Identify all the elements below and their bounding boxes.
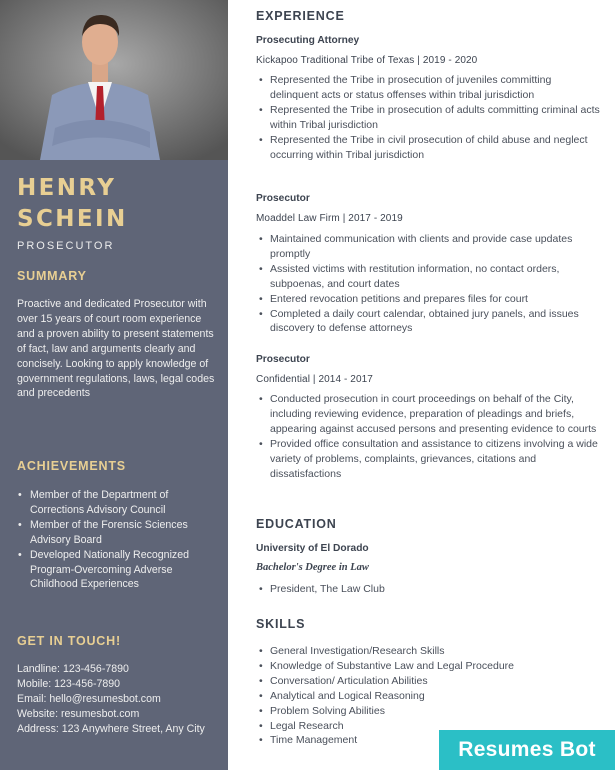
profile-photo bbox=[0, 0, 228, 160]
job-bullet: • Entered revocation petitions and prepares files for court bbox=[256, 292, 601, 307]
summary-text: Proactive and dedicated Prosecutor with over 15 years of court room experience and a proven ability to present statements of fact, law and arguments clearly and concisely. Looking to apply knowledge of government regulations, laws, legal codes and precedents bbox=[17, 298, 215, 400]
achievements-heading: ACHIEVEMENTS bbox=[17, 459, 126, 473]
skill-item: • Analytical and Logical Reasoning bbox=[256, 689, 601, 704]
job-org: Confidential | 2014 - 2017 bbox=[256, 374, 373, 385]
name-last: SCHEIN bbox=[17, 206, 128, 232]
skill-item: • Conversation/ Articulation Abilities bbox=[256, 674, 601, 689]
contact-website[interactable]: Website: resumesbot.com bbox=[17, 707, 140, 720]
name-first: HENRY bbox=[17, 175, 117, 201]
education-heading: EDUCATION bbox=[256, 517, 337, 531]
achievement-item: • Member of the Department of Corrections Advisory Council bbox=[17, 488, 212, 518]
job-bullet: • Provided office consultation and assistance to citizens involving a wide variety of problems, complaints, grievances, citations and dissatisfactions bbox=[256, 437, 601, 482]
contact-block bbox=[17, 662, 222, 737]
degree-name: Bachelor's Degree in Law bbox=[256, 562, 369, 573]
contact-email[interactable]: Email: hello@resumesbot.com bbox=[17, 692, 161, 705]
school-name: University of El Dorado bbox=[256, 543, 369, 554]
skill-item: • Legal Research bbox=[256, 719, 601, 734]
summary-heading: SUMMARY bbox=[17, 269, 87, 283]
achievement-item: • Member of the Forensic Sciences Advisory Board bbox=[17, 518, 212, 548]
skills-heading: SKILLS bbox=[256, 617, 306, 631]
contact-heading: GET IN TOUCH! bbox=[17, 634, 121, 648]
skill-item: • General Investigation/Research Skills bbox=[256, 644, 601, 659]
job-role: Prosecuting Attorney bbox=[256, 35, 360, 46]
achievements-list bbox=[17, 488, 212, 592]
job-bullet: • Maintained communication with clients and provide case updates promptly bbox=[256, 232, 601, 262]
job-bullet: • Represented the Tribe in civil prosecution of child abuse and neglect occurring within Tribal jurisdiction bbox=[256, 133, 601, 163]
achievement-item: • Developed Nationally Recognized Program-Overcoming Adverse Childhood Experiences bbox=[17, 548, 212, 593]
education-bullet: • President, The Law Club bbox=[256, 582, 601, 597]
candidate-name bbox=[17, 173, 128, 235]
job-bullet: • Represented the Tribe in prosecution of adults committing criminal acts within Tribal jurisdiction bbox=[256, 103, 601, 133]
education-bullets bbox=[256, 582, 601, 597]
skill-item: • Time Management bbox=[256, 733, 601, 748]
job-bullet: • Conducted prosecution in court proceedings on behalf of the City, including reviewing evidence, preparation of pleadings and briefs, appearing against accused persons and presenting evidence to courts bbox=[256, 392, 601, 437]
contact-address: Address: 123 Anywhere Street, Any City bbox=[17, 722, 205, 735]
job-bullet: • Represented the Tribe in prosecution of juveniles committing delinquent acts or status offenses within tribal jurisdiction bbox=[256, 73, 601, 103]
job-title: PROSECUTOR bbox=[17, 240, 115, 252]
job-bullet: • Completed a daily court calendar, obtained jury panels, and issues discovery to defense attorneys bbox=[256, 307, 601, 337]
job-role: Prosecutor bbox=[256, 193, 310, 204]
job-org: Moaddel Law Firm | 2017 - 2019 bbox=[256, 213, 403, 224]
sidebar bbox=[0, 0, 228, 770]
job-bullets bbox=[256, 73, 601, 162]
job-bullet: • Assisted victims with restitution information, no contact orders, subpoenas, and court dates bbox=[256, 262, 601, 292]
contact-landline: Landline: 123-456-7890 bbox=[17, 663, 129, 675]
skill-item: • Problem Solving Abilities bbox=[256, 704, 601, 719]
job-role: Prosecutor bbox=[256, 354, 310, 365]
skill-item: • Knowledge of Substantive Law and Legal Procedure bbox=[256, 659, 601, 674]
job-bullets bbox=[256, 232, 601, 336]
experience-heading: EXPERIENCE bbox=[256, 9, 345, 23]
job-org: Kickapoo Traditional Tribe of Texas | 2019 - 2020 bbox=[256, 55, 478, 66]
job-bullets bbox=[256, 392, 601, 481]
contact-mobile: Mobile: 123-456-7890 bbox=[17, 677, 121, 690]
brand-watermark[interactable]: Resumes Bot bbox=[439, 730, 615, 770]
